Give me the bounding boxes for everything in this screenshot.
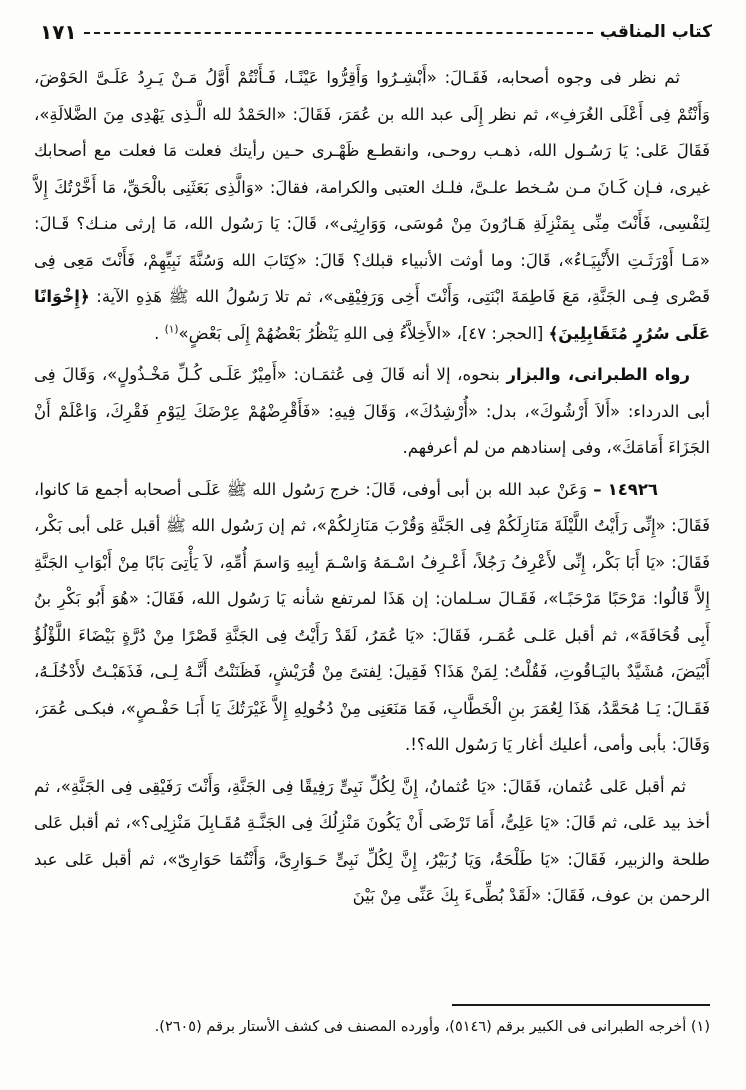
attribution-paragraph bbox=[34, 357, 710, 467]
hadith-14926-paragraph bbox=[34, 472, 710, 764]
footnote-marker: (١) bbox=[164, 323, 179, 335]
continuation-text: ثم أقبل عَلى عُثمان، فَقَالَ: «يَا عُثمانُ، إِنَّ لِكُلِّ نَبِىٍّ رَفِيقًا فِى الجَنَّةِ، وَأَنْتَ رَفَيْقِى فِى الجَنَّةِ»، ثم أخذ بيد عَلى، ثم قَالَ: «يَا عَلِىُّ، أَمَا تَرْضَى أَنْ يَكُونَ مَنْزِلُكَ فِى الجَنَّـةِ مُقَـابِلَ مَنْزِلِى؟»، ثم أقبل عَلى طلحة والزبير، فَقَالَ: «يَا طَلْحَةُ، وَيَا زُبَيْرُ، إِنَّ لِكُلِّ نَبِىٍّ حَـوَارِىَّ، وَأَنْتُمَا حَوَارِىّ»، ثم أقبل عَلى عبد الرحمن بن عوف، فَقَالَ: «لَقَدْ بُطِّىءَ بِكَ عَنِّى مِنْ بَيْنَ bbox=[34, 776, 710, 905]
footnote bbox=[34, 1014, 710, 1040]
hadith-number: ١٤٩٢٦ – bbox=[587, 479, 658, 499]
hadith-14926-text: وَعَنْ عبد الله بن أبى أوفى، قَالَ: خرج رَسُول الله ﷺ عَلَـى أصحابه أجمع مَا كانوا، فَقَالَ: «إِنِّى رَأَيْتُ اللَّيْلَةَ مَنَازِلَكُمْ فِى الجَنَّةِ وَقُرْبَ مَنَازِلكُمْ»، ثم إن رَسُول الله ﷺ أقبل عَلى أبى بَكْر، فَقَالَ: «يَا أَبَا بَكْر، إِنِّى لأَعْرِفُ رَجُلاً، أَعْـرِفُ اسْـمَهُ وَاسْـمَ أبِيهِ وَاسمَ أُمِّهِ، لاَ يَأْتِىَ بَابًا مِنْ أَبْوَابِ الجَنَّةِ إِلاَّ قَالُوا: مَرْحَبًا مَرْحَبًـا»، فَقَـالَ سـلمان: إن هَذَا لمرتفع شأنه يَا رَسُول الله، فَقَالَ: «هُوَ أَبُو بَكْرِ بنُ أَبِى قُحَافَةَ»، ثم أقبل عَلـى عُمَـر، فَقَالَ: «يَا عُمَرُ، لَقَدْ رَأَيْتُ فِى الجَنَّةِ قَصْرًا مِنْ دُرَّةٍ بَيْضَاءَ اللَّؤْلُؤُ أَبْيَضَ، مُشَيَّدٌ باليَـاقُوتِ، فَقُلْتُ: لِمَنْ هَذَا؟ فَقِيلَ: لِفتىً مِنْ قُرَيْشٍ، فَظَنَنْتُ أَنَّـهُ لِـى، فَذَهَبْـتُ لأَدْخُلَـهُ، فَقَـالَ: يَـا مُحَمَّدُ، هَذَا لِعُمَرَ بنِ الْخَطَّابِ، فَمَا مَنَعَنِى مِنْ دُخُولِهِ إِلاَّ غَيْرَتُكَ يَا أَبَـا حَفْـصٍ»، فبكـى عُمَرَ، وَقَالَ: بأبى وأمى، أعليك أغار يَا رَسُول الله؟!. bbox=[34, 479, 710, 754]
paragraph-closing: . bbox=[154, 323, 165, 343]
narration-text: ثم نظر فى وجوه أصحابه، فَقَـالَ: «أَبْشِـرُوا وَأَقِرُّوا عَيْنًـا، فَـأَنْتُمْ أَوَّلُ مَـنْ يَـرِدُ عَلَـىَّ الحَوْضَ، وَأَنْتُمْ فِى أَعْلَى الغُرَفِ»، ثم نظر إِلَى عبد الله بن عُمَرَ، فَقَالَ: «الحَمْدُ لله الَّـذِى يَهْدِى مِنَ الضَّلالَةِ»، فَقَالَ عَلى: يَا رَسُـول الله، ذهـب روحـى، وانقطـع ظَهْـرى حـين رأيتك فعلت مَا فعلت مع أصحابك غيرى، فـإن كَـانَ مـن سُـخط علـىَّ، فلـك العتبى والكرامة، فقالَ: «وَالَّذِى بَعَثَنِى بالْحَقِّ، مَا أَخَّرْتُكَ إِلاَّ لِنَفْسِى، فَأَنْتَ مِنِّى بِمَنْزِلَةِ هَـارُونَ مِنْ مُوسَى، وَوَارِثِى»، قَالَ: يَا رَسُول الله، مَا إرثى منـك؟ قَـالَ: «مَـا أَوْرَثَـتِ الأَنْبِيَـاءُ»، قَالَ: وما أوثت الأنبياء قبلك؟ قَالَ: «كِتَابَ الله وَسُنَّةَ نَبِيِّهِمْ، فَأَنْتَ مَعِى فِى قَصْرى فِـى الجَنَّةِ، مَعَ فَاطِمَةَ ابْنَتِى، وَأَنْتَ أَخِى وَرَفِيْقِى»، ثم تلا رَسُولُ الله ﷺ هَذِهِ الآية: bbox=[34, 68, 710, 306]
hadith-text-paragraph bbox=[34, 60, 710, 352]
quran-verse: ﴿إِخْوَانًا عَلَى سُرُرٍ مُتَقَابِلِينَ﴾ bbox=[34, 287, 710, 343]
main-text-block bbox=[34, 60, 710, 920]
attribution-text: بنحوه، إلا أنه قَالَ فِى عُثمَـان: «أَمِيْرٌ عَلَـى كُـلِّ مَخْـذُولٍ»، وَقَالَ فِى أبى الدرداء: «أَلاَ أَرْشُوكَ»، بدل: «أُرْشِدُكَ»، وَقَالَ فِيهِ: «فَأَقْرِضْهُمْ عِرْضَكَ لِيَوْمِ فَقْرِكَ، وَاعْلَمْ أَنْ الجَزَاءَ أَمَامَكَ»، وفى إسنادهم من لم أعرفهم. bbox=[34, 365, 710, 457]
footnote-text: (١) أخرجه الطبرانى فى الكبير برقم (٥١٤٦)، وأورده المصنف فى كشف الأستار برقم (٢٦٠٥). bbox=[154, 1019, 710, 1035]
attribution-sources: رواه الطبرانى، والبزار bbox=[506, 365, 690, 384]
narration-text-continued: [الحجر: ٤٧]، «الأَخِلاَّءُ فِى اللهِ يَنْظُرُ بَعْضُهُمْ إِلَى بَعْضٍ» bbox=[178, 323, 549, 343]
page-number: ١٧١ bbox=[40, 20, 77, 44]
continuation-paragraph bbox=[34, 769, 710, 915]
header-dashed-rule bbox=[84, 32, 593, 34]
running-head bbox=[40, 20, 712, 44]
footnote-separator-rule bbox=[452, 1004, 710, 1006]
book-title: كتاب المناقب bbox=[599, 22, 712, 42]
